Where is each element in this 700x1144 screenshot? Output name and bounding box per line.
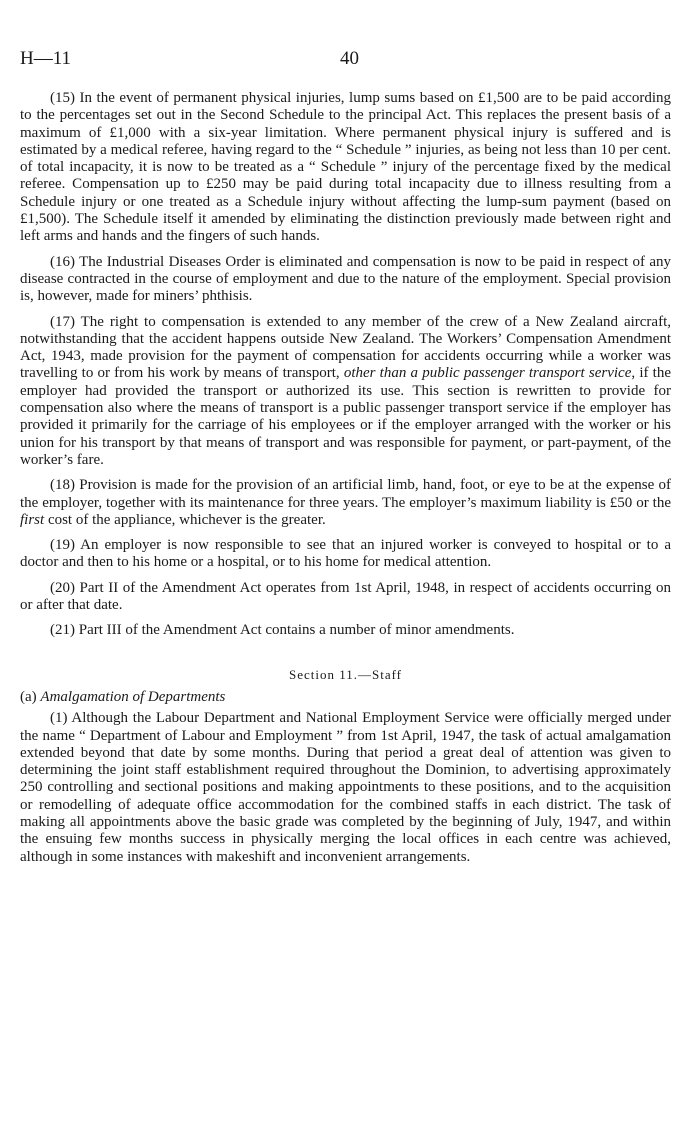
paragraph-17-text-b: , if the employer had provided the transport or authorized its use. This section is rewritten to provide for compensation also where the means of transport is a public passenger transport service if the employer has provided it primarily for the carriage of his employees or if the employer arranged with the worker or his union for his transport by that means of transport and was responsible for payment, or part-payment, of the worker’s fare.	[20, 365, 671, 468]
paragraph-17-italic: other than a public passenger transport service	[343, 365, 632, 382]
paragraph-19: (19) An employer is now responsible to see that an injured worker is conveyed to hospital or to a doctor and then to his home or a hospital, or to his home for medical attention.	[20, 537, 671, 571]
section-paragraph-1: (1) Although the Labour Department and National Employment Service were officially merged under the name “ Department of Labour and Employment ” from 1st April, 1947, the task of actual amalgamation extended beyond that date by some months. During that period a great deal of attention was given to determining the joint staff establishment required throughout the Dominion, to advertising approximately 250 controlling and sectional positions and making appointments to these positions, and to the acquisition or remodelling of adequate office accommodation for the combined staffs in each district. The task of making all appointments above the basic grade was completed by the beginning of July, 1947, and within the ensuing few months success in physically merging the local offices in each centre was achieved, although in some instances with makeshift and inconvenient arrangements.	[20, 710, 671, 865]
document-reference: H—11	[20, 48, 72, 69]
paragraph-21: (21) Part III of the Amendment Act contains a number of minor amendments.	[50, 622, 515, 639]
paragraph-20: (20) Part II of the Amendment Act operates from 1st April, 1948, in respect of accidents occurring on or after that date.	[20, 579, 671, 614]
section-title: Section 11.—Staff	[288, 666, 403, 682]
document-body	[20, 90, 671, 874]
paragraph-15: (15) In the event of permanent physical injuries, lump sums based on £1,500 are to be paid according to the percentages set out in the Second Schedule to the principal Act. This replaces the present basis of a maximum of £1,000 with a six-year limitation. Where permanent physical injury is suffered and is estimated by a medical referee, having regard to the “ Schedule ” injuries, as being not less than 10 per cent. of total incapacity, it is now to be treated as a “ Schedule ” injury of the percentage fixed by the medical referee. Compensation up to £250 may be paid during total incapacity due to illness resulting from a Schedule injury or one treated as a Schedule injury without affecting the lump-sum payment (based on £1,500). The Schedule itself it amended by eliminating the distinction previously made between right and left arms and hands and the fingers of such hands.	[20, 90, 671, 245]
paragraph-18-text-b: cost of the appliance, whichever is the greater.	[44, 511, 326, 528]
subheading-label: (a)	[20, 688, 41, 705]
subheading-title: Amalgamation of Departments	[40, 688, 226, 705]
paragraph-16: (16) The Industrial Diseases Order is eliminated and compensation is now to be paid in respect of any disease contracted in the course of employment and due to the nature of the employment. Special provision is, however, made for miners’ phthisis.	[20, 253, 671, 305]
section-subheading	[20, 689, 671, 706]
paragraph-17	[20, 314, 671, 470]
paragraph-18-italic: first	[20, 511, 45, 528]
page-number: 40	[340, 48, 359, 69]
paragraph-17-text-a: (17) The right to compensation is extended to any member of the crew of a New Zealand aircraft, notwithstanding that the accident happens outside New Zealand. The Workers’ Compensation Amendment Act, 1943, made provision for the payment of compensation for accidents occurring while a worker was travelling to or from his work by means of transport,	[20, 313, 671, 382]
paragraph-18	[20, 477, 671, 529]
paragraph-18-text-a: (18) Provision is made for the provision of an artificial limb, hand, foot, or eye to be at the expense of the employer, together with its maintenance for three years. The employer’s maximum liability is £50 or the	[20, 477, 671, 511]
